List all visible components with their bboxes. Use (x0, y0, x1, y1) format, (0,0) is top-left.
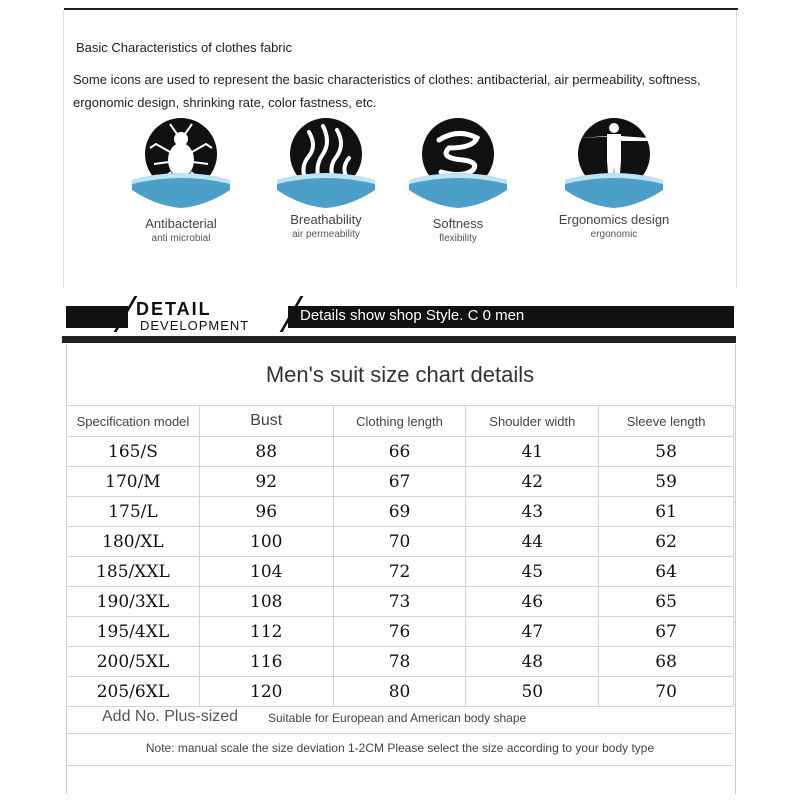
feature-ergonomics (549, 110, 679, 260)
header-clothing-length: Clothing length (333, 406, 466, 437)
feature-breathability (266, 110, 386, 260)
cell-sleeve: 61 (599, 497, 734, 527)
table-row (67, 467, 734, 497)
cell-model: 200/5XL (67, 647, 200, 677)
cell-model: 175/L (67, 497, 200, 527)
cell-shoulder: 46 (466, 587, 599, 617)
cell-sleeve: 59 (599, 467, 734, 497)
table-row (67, 617, 734, 647)
size-note: Note: manual scale the size deviation 1-2CM Please select the size according to your body type (145, 741, 655, 755)
table-row (67, 587, 734, 617)
feature-antibacterial (121, 110, 241, 260)
cell-model: 205/6XL (67, 677, 200, 707)
banner-development-text: DEVELOPMENT (140, 318, 250, 333)
cell-length: 72 (333, 557, 466, 587)
feature-name: Softness (432, 216, 484, 231)
feature-name: Breathability (290, 212, 362, 227)
cell-bust: 104 (199, 557, 333, 587)
human-figure-icon (559, 110, 669, 210)
cell-length: 80 (333, 677, 466, 707)
cell-shoulder: 41 (466, 437, 599, 467)
size-chart-title: Men's suit size chart details (265, 362, 535, 387)
cell-shoulder: 43 (466, 497, 599, 527)
table-row (67, 557, 734, 587)
banner-right-text: Details show shop Style. C 0 men (300, 307, 525, 324)
cell-sleeve: 58 (599, 437, 734, 467)
cell-sleeve: 64 (599, 557, 734, 587)
right-border (736, 10, 737, 288)
cell-model: 185/XXL (67, 557, 200, 587)
feature-subtitle: anti microbial (151, 233, 211, 244)
cell-bust: 92 (199, 467, 333, 497)
spring-icon (403, 110, 513, 210)
cell-bust: 96 (199, 497, 333, 527)
table-row (67, 527, 734, 557)
header-shoulder-width: Shoulder width (466, 406, 599, 437)
feature-subtitle: air permeability (292, 229, 360, 240)
cell-sleeve: 68 (599, 647, 734, 677)
divider-bar (62, 336, 736, 343)
intro-description: Some icons are used to represent the basic characteristics of clothes: antibacterial, air permeability, softness, ergonomic design, shrinking rate, color fastness, etc. (73, 72, 701, 110)
feature-softness (398, 110, 518, 260)
cell-sleeve: 67 (599, 617, 734, 647)
size-table (66, 405, 734, 707)
table-row (67, 647, 734, 677)
table-row (67, 437, 734, 467)
feature-name: Antibacterial (145, 216, 217, 231)
table-row (67, 497, 734, 527)
cell-model: 165/S (67, 437, 200, 467)
intro-title: Basic Characteristics of clothes fabric (76, 40, 293, 55)
feature-name: Ergonomics design (558, 212, 670, 227)
cell-sleeve: 62 (599, 527, 734, 557)
table-row (67, 677, 734, 707)
cell-length: 66 (333, 437, 466, 467)
feature-subtitle: flexibility (439, 233, 477, 244)
banner-detail-text: DETAIL (136, 299, 212, 319)
cell-bust: 88 (199, 437, 333, 467)
cell-length: 67 (333, 467, 466, 497)
cell-bust: 120 (199, 677, 333, 707)
header-sleeve-length: Sleeve length (599, 406, 734, 437)
air-waves-icon (271, 110, 381, 210)
cell-length: 76 (333, 617, 466, 647)
cell-model: 170/M (67, 467, 200, 497)
cell-model: 180/XL (67, 527, 200, 557)
feature-subtitle: ergonomic (590, 229, 638, 240)
cell-model: 195/4XL (67, 617, 200, 647)
cell-shoulder: 42 (466, 467, 599, 497)
cell-sleeve: 70 (599, 677, 734, 707)
cell-length: 69 (333, 497, 466, 527)
cell-shoulder: 50 (466, 677, 599, 707)
cell-model: 190/3XL (67, 587, 200, 617)
header-specification: Specification model (67, 406, 200, 437)
cell-sleeve: 65 (599, 587, 734, 617)
cell-length: 70 (333, 527, 466, 557)
cell-shoulder: 45 (466, 557, 599, 587)
cell-length: 73 (333, 587, 466, 617)
plus-size-note: Suitable for European and American body shape (268, 711, 527, 725)
left-border (63, 10, 64, 288)
cell-length: 78 (333, 647, 466, 677)
cell-bust: 108 (199, 587, 333, 617)
cell-bust: 112 (199, 617, 333, 647)
cell-shoulder: 44 (466, 527, 599, 557)
note-divider (66, 765, 734, 766)
header-bust: Bust (199, 406, 333, 437)
top-rule (64, 8, 738, 10)
cell-bust: 100 (199, 527, 333, 557)
cell-shoulder: 47 (466, 617, 599, 647)
cell-shoulder: 48 (466, 647, 599, 677)
bacteria-icon (126, 110, 236, 210)
plus-size-label: Add No. Plus-sized (102, 708, 239, 725)
table-header-row (67, 406, 734, 437)
cell-bust: 116 (199, 647, 333, 677)
